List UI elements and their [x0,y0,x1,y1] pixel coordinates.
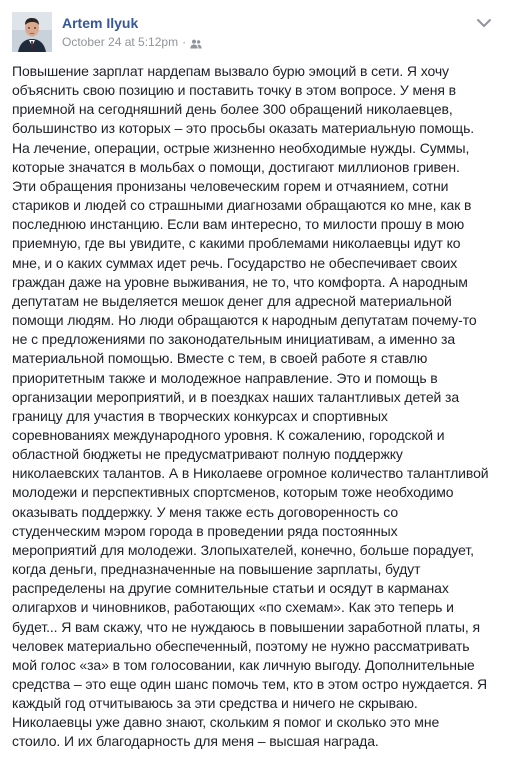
post-text-line: приоритетным также и молодежное направление. Это и помощь в [12,369,438,386]
chevron-down-icon[interactable] [476,16,492,28]
post-text-line: приемную, где вы увидите, с какими проблемами николаевцы идут ко [12,235,461,252]
post-text-line: будет... Я вам скажу, что не нуждаюсь в повышении заработной платы, я [12,618,480,635]
post-text-line: студенческим мэром города в проведении ряда постоянных [12,522,398,539]
post-text-line: мой голос «за» в том голосовании, как личную выгоду. Дополнительные [12,656,475,673]
post-text-line: областной бюджеты не предусматривают полную поддержку [12,446,403,463]
post-timestamp-link[interactable]: October 24 at 5:12pm [62,35,179,49]
avatar[interactable] [12,12,52,52]
meta-separator: · [182,35,187,49]
post-text-line: депутатам не выделяется мешок денег для адресной материальной [12,292,452,309]
post-text-line: граждан даже на уровне выживания, не то, что комфорта. А народным [12,273,468,290]
post-text-line: оказывать поддержку. У меня также есть договоренность со [12,503,399,520]
post-text-line: Николаевцы уже давно знают, скольким я помог и сколько это мне [12,714,440,731]
post-text-line: распределены на другие сомнительные статьи и осядут в карманах [12,580,449,597]
post-text-line: каждый год отчитываюсь за эти средства и ничего не скрываю. [12,695,418,712]
friends-icon[interactable] [190,37,202,47]
post-text-line: На лечение, операции, острые жизненно необходимые нужды. Суммы, [12,139,470,156]
post-text-line: стоило. И их благодарность для меня – высшая награда. [12,733,379,750]
post-text [12,62,498,752]
post-text-line: материальной помощью. Вместе с тем, в своей работе я ставлю [12,350,428,367]
post-text-line: олигархов и чиновников, работающих «по схемам». Как это теперь и [12,599,454,616]
post-text-line: человек материально обеспеченный, поэтому не нужно рассматривать [12,637,470,654]
post-text-line: когда деньги, предназначенные на повышение зарплаты, будут [12,561,421,578]
post-text-line: Эти обращения пронизаны человеческим горем и отчаянием, сотни [12,177,449,194]
post-text-line: большинство из которых – это просьбы оказать материальную помощь. [12,120,475,137]
avatar-image [12,12,52,52]
post-text-line: приемной на сегодняшний день более 300 обращений николаевцев, [12,101,453,118]
post-text-line: молодежи и перспективных спортсменов, которым тоже необходимо [12,484,454,501]
post-text-line: Повышение зарплат нардепам вызвало бурю эмоций в сети. Я хочу [12,63,449,79]
post-text-line: границу для участия в творческих конкурсах и спортивных [12,407,388,424]
post-text-line: помощи людям. Но люди обращаются к народным депутатам почему-то [12,312,477,329]
post-text-line: последнюю инстанцию. Если вам интересно, то милости прошу в мою [12,216,465,233]
post-text-line: мне, и о каких суммах идет речь. Государство не обеспечивает своих [12,254,458,271]
post-text-line: не с предложениями по законодательным инициативам, а именно за [12,331,456,348]
post-text-line: соревнованиях международного уровня. К сожалению, городской и [12,426,445,443]
post-text-line: организации мероприятий, и в поездках наших талантливых детей за [12,388,460,405]
post-header [12,12,494,56]
post-text-line: средства – это еще один шанс помочь тем, кто в этом остро нуждается. Я [12,676,488,692]
post-text-line: стариков и людей со страшными диагнозами обращаются ко мне, как в [12,197,472,214]
post-text-line: николаевских талантов. А в Николаеве огромное количество талантливой [12,465,489,482]
post-text-line: объяснить свою позицию и поставить точку в этом вопросе. У меня в [12,82,456,99]
post-text-line: которые значатся в мольбах о помощи, достигают миллионов гривен. [12,158,460,175]
post-text-line: мероприятий для молодежи. Злопыхателей, конечно, больше порадует, [12,541,474,558]
author-name-link[interactable]: Artem Ilyuk [62,15,139,31]
post-meta [62,34,202,50]
